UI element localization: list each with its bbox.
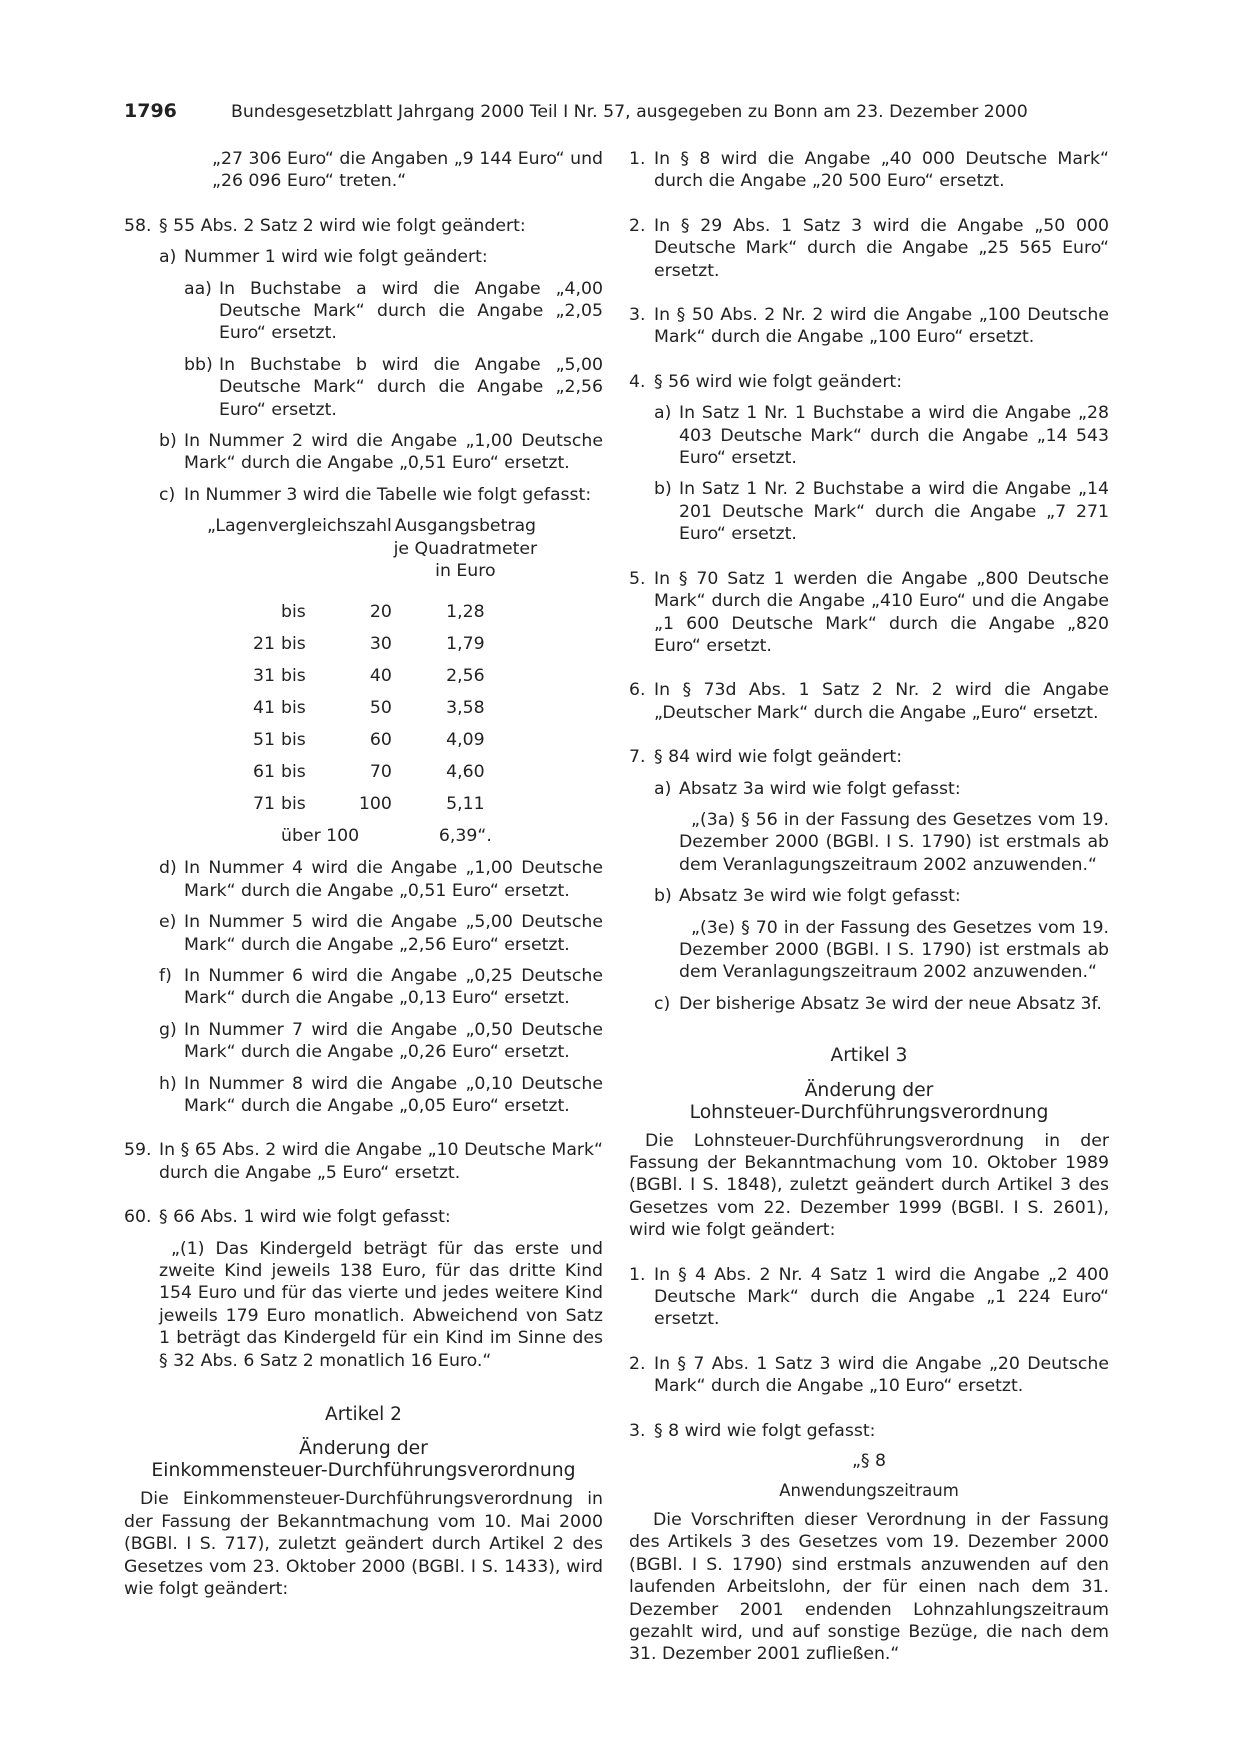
item-58-d: d) In Nummer 4 wird die Angabe „1,00 Deutsche Mark“ durch die Angabe „0,51 Euro“ ersetzt. <box>159 858 603 901</box>
article-3-intro: Die Lohnsteuer-Durchführungsverordnung in der Fassung der Bekanntmachung vom 10. Oktober 1989 (BGBl. I S. 1848), zuletzt geändert durch Artikel 3 des Gesetzes vom 22. Dezember 1999 (BGBl. I S. 2601), wird wie folgt geändert: <box>629 1130 1109 1241</box>
page-header <box>124 100 1124 126</box>
item-58-h: h) In Nummer 8 wird die Angabe „0,10 Deutsche Mark“ durch die Angabe „0,05 Euro“ ersetzt. <box>159 1073 603 1116</box>
item-58-f: f) In Nummer 6 wird die Angabe „0,25 Deutsche Mark“ durch die Angabe „0,13 Euro“ ersetzt. <box>159 965 603 1009</box>
item-r7-a: a) Absatz 3a wird wie folgt gefasst: <box>654 778 961 799</box>
item-r1: 1. In § 8 wird die Angabe „40 000 Deutsche Mark“ durch die Angabe „20 500 Euro“ ersetzt. <box>629 149 1109 192</box>
item-r7-a-quote: „(3a) § 56 in der Fassung des Gesetzes vom 19. Dezember 2000 (BGBl. I S. 1790) ist erstmals ab dem Veranlagungszeitraum 2002 anzuwenden.“ <box>679 809 1109 875</box>
item-58-c: c) In Nummer 3 wird die Tabelle wie folgt gefasst: <box>159 484 592 505</box>
page-number: 1796 <box>124 100 177 122</box>
item-r7-b-quote: „(3e) § 70 in der Fassung des Gesetzes vom 19. Dezember 2000 (BGBl. I S. 1790) ist erstmals ab dem Veranlagungszeitraum 2002 anzuwenden.“ <box>679 917 1109 983</box>
item-58-b: b) In Nummer 2 wird die Angabe „1,00 Deutsche Mark“ durch die Angabe „0,51 Euro“ ersetzt. <box>159 431 603 474</box>
table-row: 31 bis 40 2,56 <box>253 666 485 687</box>
item-r5: 5. In § 70 Satz 1 werden die Angabe „800 Deutsche Mark“ durch die Angabe „410 Euro“ und die Angabe „1 600 Deutsche Mark“ durch die Angabe „820 Euro“ ersetzt. <box>629 568 1109 656</box>
item-r4-b: b) In Satz 1 Nr. 2 Buchstabe a wird die Angabe „14 201 Deutsche Mark“ durch die Angabe „7 271 Euro“ ersetzt. <box>654 479 1109 545</box>
lagenvergleichszahl-table <box>207 515 539 857</box>
item-r2: 2. In § 29 Abs. 1 Satz 3 wird die Angabe „50 000 Deutsche Mark“ durch die Angabe „25 565 Euro“ ersetzt. <box>629 215 1109 281</box>
table-row: über 100 6,39“. <box>281 826 492 847</box>
table-header-lagenvergleichszahl: „Lagenvergleichszahl <box>207 516 392 537</box>
item-58-bb: bb) In Buchstabe b wird die Angabe „5,00 Deutsche Mark“ durch die Angabe „2,56 Euro“ ersetzt. <box>184 354 603 420</box>
item-r7: 7. § 84 wird wie folgt geändert: <box>629 747 903 768</box>
paragraph-8-label: „§ 8 <box>851 1451 887 1472</box>
article-2-title-line-1: Änderung der <box>299 1438 428 1460</box>
item-r6: 6. In § 73d Abs. 1 Satz 2 Nr. 2 wird die Angabe „Deutscher Mark“ durch die Angabe „Euro“ ersetzt. <box>629 680 1109 723</box>
table-header-row <box>207 515 539 601</box>
item-s1: 1. In § 4 Abs. 2 Nr. 4 Satz 1 wird die Angabe „2 400 Deutsche Mark“ durch die Angabe „1 224 Euro“ ersetzt. <box>629 1264 1109 1330</box>
article-2-intro: Die Einkommensteuer-Durchführungsverordnung in der Fassung der Bekanntmachung vom 10. Mai 2000 (BGBl. I S. 717), zuletzt geändert durch Artikel 2 des Gesetzes vom 23. Oktober 2000 (BGBl. I S. 1433), wird wie folgt geändert: <box>124 1489 603 1600</box>
article-2-label: Artikel 2 <box>325 1404 402 1425</box>
table-row: 71 bis 100 5,11 <box>253 794 485 815</box>
item-58-g: g) In Nummer 7 wird die Angabe „0,50 Deutsche Mark“ durch die Angabe „0,26 Euro“ ersetzt. <box>159 1019 603 1063</box>
article-3-title-line-1: Änderung der <box>804 1079 934 1101</box>
item-58-aa: aa) In Buchstabe a wird die Angabe „4,00 Deutsche Mark“ durch die Angabe „2,05 Euro“ ersetzt. <box>184 278 603 344</box>
item-r4: 4. § 56 wird wie folgt geändert: <box>629 371 903 392</box>
table-row: bis 20 1,28 <box>281 602 485 623</box>
item-58-e: e) In Nummer 5 wird die Angabe „5,00 Deutsche Mark“ durch die Angabe „2,56 Euro“ ersetzt. <box>159 912 603 955</box>
article-3-label: Artikel 3 <box>830 1045 908 1067</box>
table-row: 21 bis 30 1,79 <box>253 634 485 655</box>
article-2-title-line-2: Einkommensteuer-Durchführungsverordnung <box>151 1460 576 1482</box>
item-r3: 3. In § 50 Abs. 2 Nr. 2 wird die Angabe „100 Deutsche Mark“ durch die Angabe „100 Euro“ ersetzt. <box>629 305 1109 348</box>
item-r7-b: b) Absatz 3e wird wie folgt gefasst: <box>654 886 961 907</box>
item-r7-c: c) Der bisherige Absatz 3e wird der neue Absatz 3f. <box>654 993 1102 1014</box>
table-header-ausgangsbetrag: Ausgangsbetrag je Quadratmeter in Euro <box>393 516 538 582</box>
paragraph-8-text: Die Vorschriften dieser Verordnung in der Fassung des Artikels 3 des Gesetzes vom 19. Dezember 2000 (BGBl. I S. 1790) sind erstmals anzuwenden auf den laufenden Arbeitslohn, der für einen nach dem 31. Dezember 2001 endenden Lohnzahlungszeitraum gezahlt wird, und auf sonstige Bezüge, die nach dem 31. Dezember 2001 zufließen.“ <box>629 1509 1109 1665</box>
item-58-a: a) Nummer 1 wird wie folgt geändert: <box>159 247 488 268</box>
running-title: Bundesgesetzblatt Jahrgang 2000 Teil I Nr. 57, ausgegeben zu Bonn am 23. Dezember 2000 <box>231 102 1028 122</box>
continuation-text: „27 306 Euro“ die Angaben „9 144 Euro“ und „26 096 Euro“ treten.“ <box>212 149 603 192</box>
left-column <box>124 148 603 1600</box>
item-s3: 3. § 8 wird wie folgt gefasst: <box>629 1420 876 1441</box>
item-60: 60. § 66 Abs. 1 wird wie folgt gefasst: <box>124 1207 451 1228</box>
article-3-title-line-2: Lohnsteuer-Durchführungsverordnung <box>689 1101 1049 1123</box>
table-row: 61 bis 70 4,60 <box>253 762 485 783</box>
table-row: 51 bis 60 4,09 <box>253 730 485 751</box>
table-row: 41 bis 50 3,58 <box>253 698 485 719</box>
item-s2: 2. In § 7 Abs. 1 Satz 3 wird die Angabe „20 Deutsche Mark“ durch die Angabe „10 Euro“ ersetzt. <box>629 1353 1109 1397</box>
item-59: 59. In § 65 Abs. 2 wird die Angabe „10 Deutsche Mark“ durch die Angabe „5 Euro“ ersetzt. <box>124 1140 603 1183</box>
item-r4-a: a) In Satz 1 Nr. 1 Buchstabe a wird die Angabe „28 403 Deutsche Mark“ durch die Angabe „14 543 Euro“ ersetzt. <box>654 403 1109 469</box>
right-column <box>629 148 1109 1666</box>
paragraph-8-title: Anwendungszeitraum <box>779 1481 959 1501</box>
item-58: 58. § 55 Abs. 2 Satz 2 wird wie folgt geändert: <box>124 215 526 236</box>
item-60-quote: „(1) Das Kindergeld beträgt für das erste und zweite Kind jeweils 138 Euro, für das dritte Kind 154 Euro und für das vierte und jedes weitere Kind jeweils 179 Euro monatlich. Abweichend von Satz 1 beträgt das Kindergeld für ein Kind im Sinne des § 32 Abs. 6 Satz 2 monatlich 16 Euro.“ <box>159 1238 603 1371</box>
